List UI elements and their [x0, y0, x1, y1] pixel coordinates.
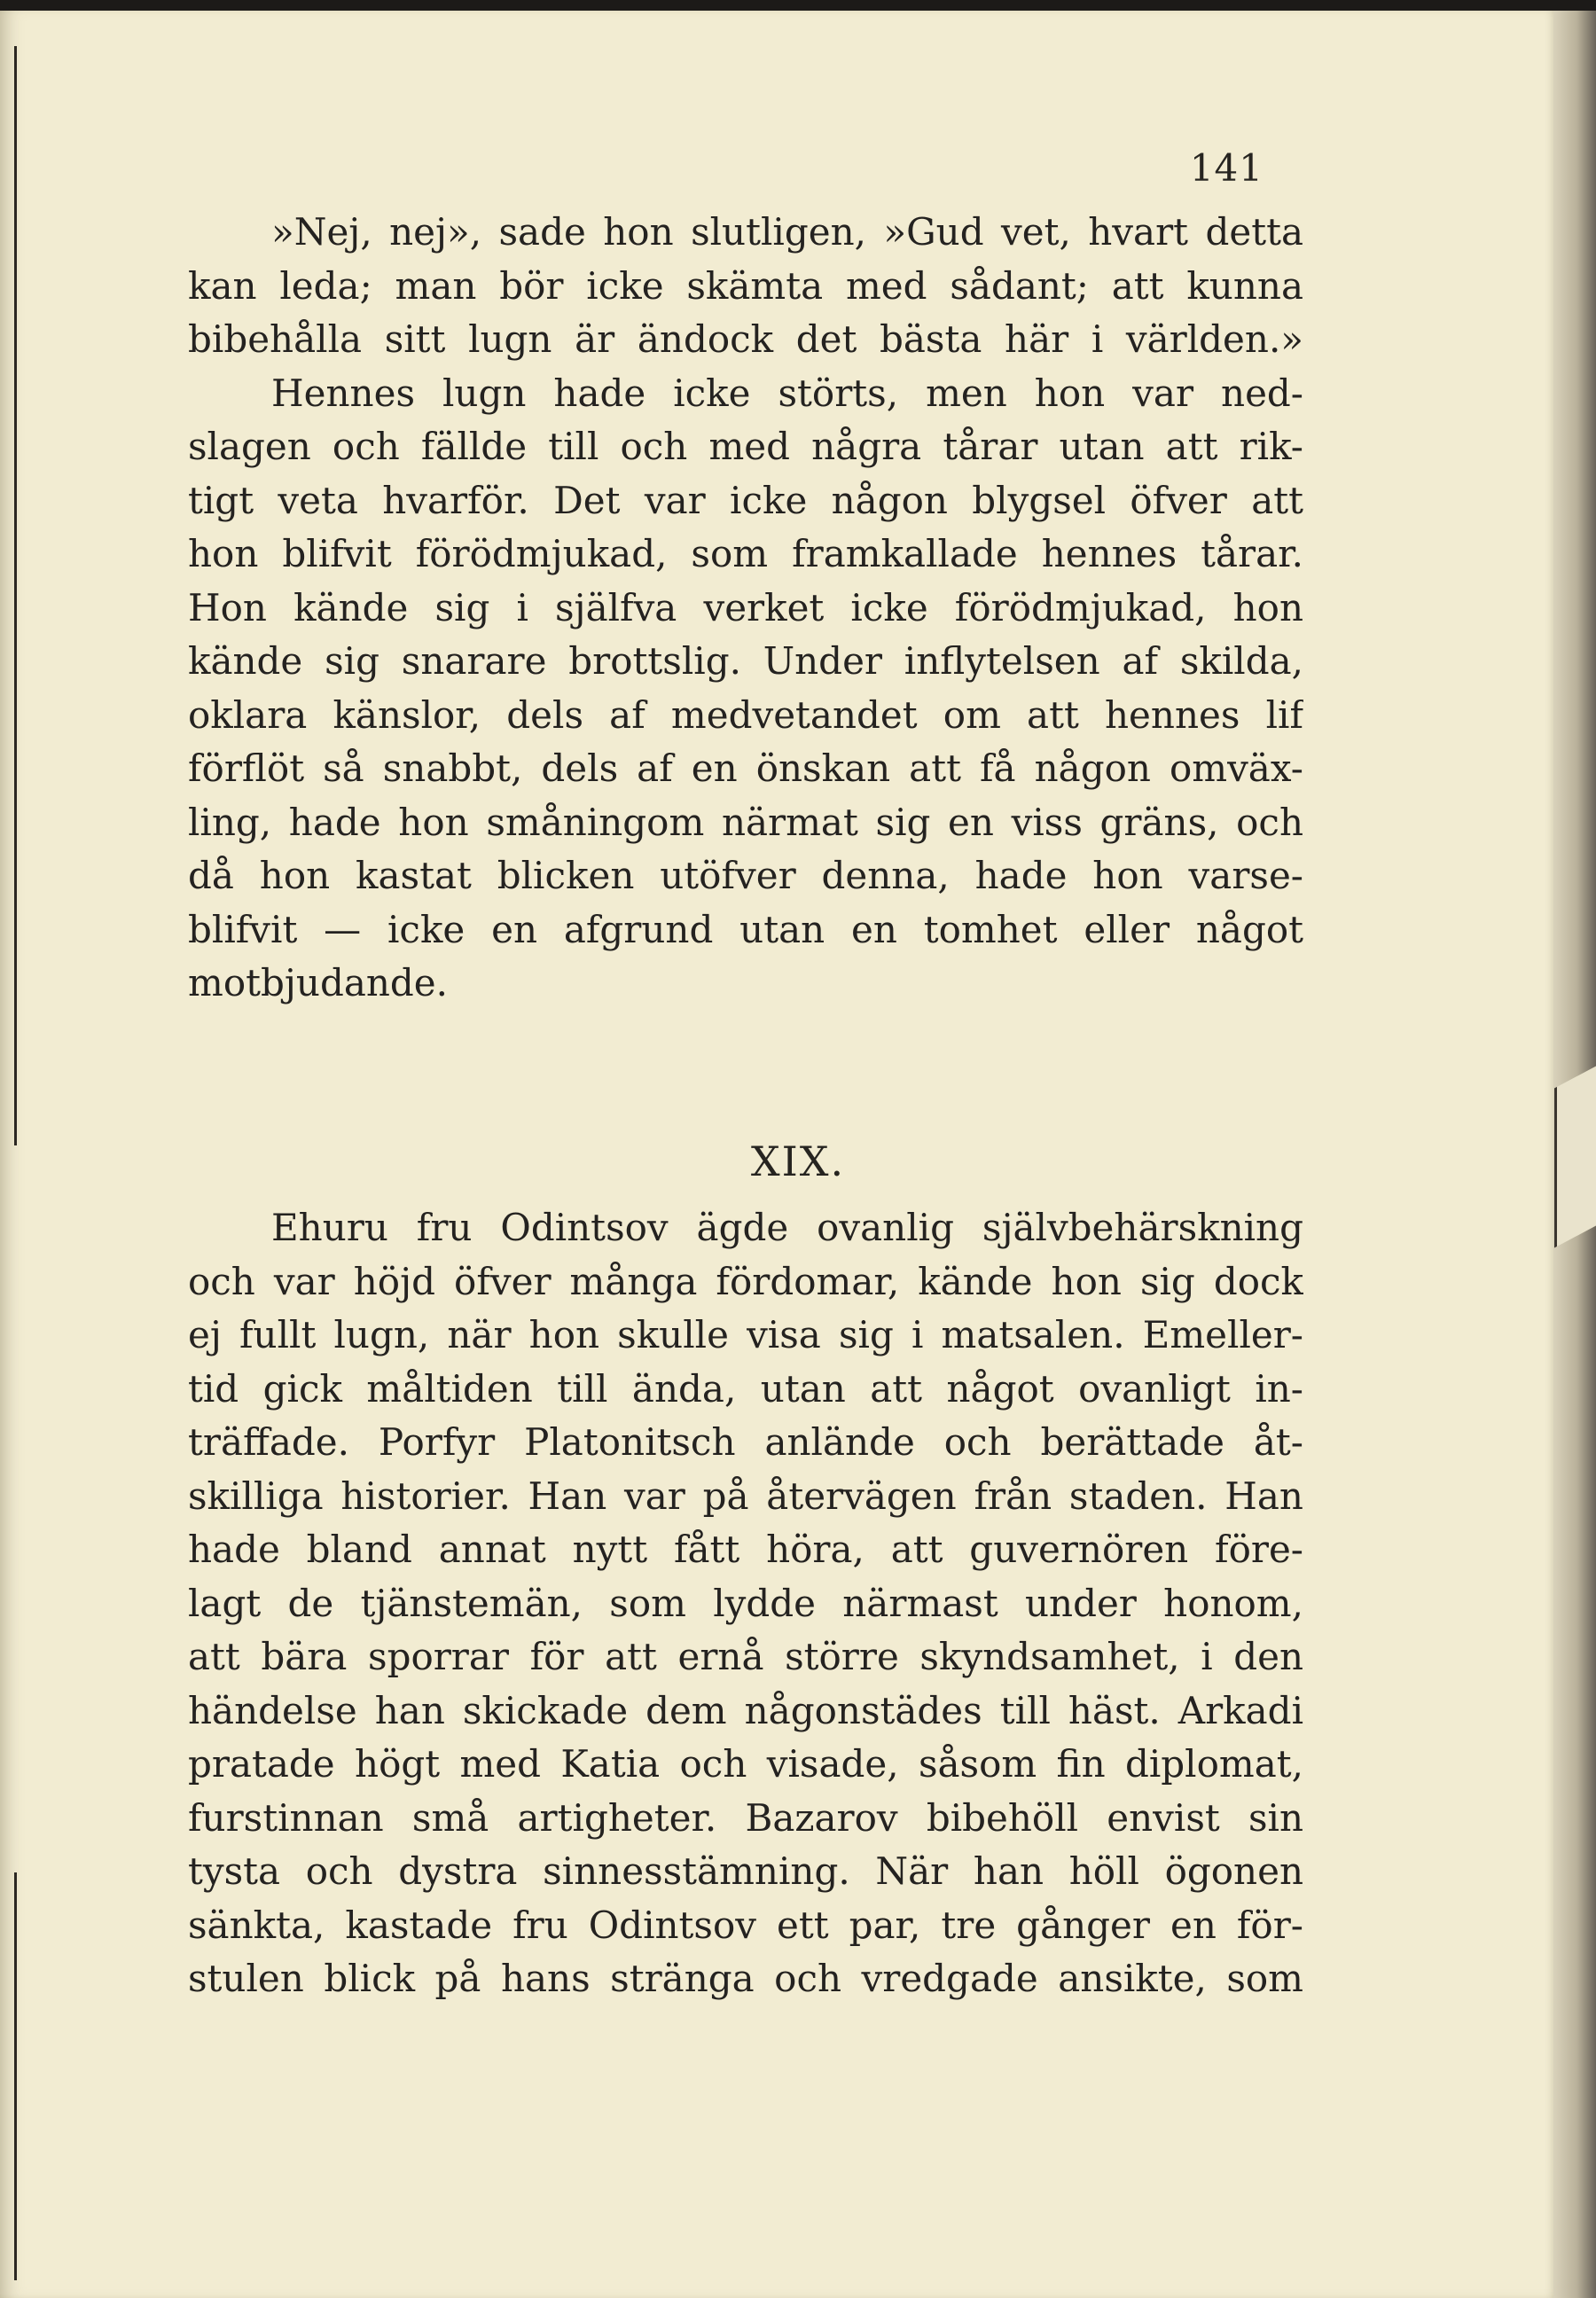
text-line: tigt veta hvarför. Det var icke någon blygsel öfver att	[188, 478, 1303, 522]
text-line: träffade. Porfyr Platonitsch anlände och berättade åt-	[188, 1420, 1303, 1464]
text-line: ling, hade hon småningom närmat sig en viss gräns, och	[188, 800, 1303, 844]
body-text-bottom	[188, 1201, 1303, 2006]
text-line: hade bland annat nytt fått höra, att guvernören före-	[188, 1528, 1303, 1571]
text-line: Hennes lugn hade icke störts, men hon var ned-	[271, 371, 1303, 415]
text-line: att bära sporrar för att ernå större skyndsamhet, i den	[188, 1635, 1303, 1678]
binding-shadow-line-lower	[14, 1872, 17, 2280]
body-text-top	[188, 206, 1303, 1011]
chapter-heading: XIX.	[750, 1137, 846, 1185]
text-line: bibehålla sitt lugn är ändock det bästa här i världen.»	[188, 317, 1303, 361]
text-line: kan leda; man bör icke skämta med sådant; att kunna	[188, 263, 1303, 308]
text-line: stulen blick på hans stränga och vredgade ansikte, som	[188, 1957, 1303, 2000]
text-line: skilliga historier. Han var på återvägen från staden. Han	[188, 1473, 1303, 1518]
text-line: och var höjd öfver många fördomar, kände hon sig dock	[188, 1259, 1303, 1303]
text-line: händelse han skickade dem någonstädes till häst. Arkadi	[188, 1688, 1303, 1732]
text-line: blifvit — icke en afgrund utan en tomhet eller något	[188, 907, 1303, 951]
text-line: »Nej, nej», sade hon slutligen, »Gud vet, hvart detta	[271, 210, 1303, 254]
text-line: lagt de tjänstemän, som lydde närmast under honom,	[188, 1581, 1303, 1625]
text-line: furstinnan små artigheter. Bazarov bibehöll envist sin	[188, 1795, 1303, 1840]
text-line: pratade högt med Katia och visade, såsom fin diplomat,	[188, 1742, 1303, 1786]
page-tab-marker	[1554, 1067, 1596, 1248]
text-line: då hon kastat blicken utöfver denna, hade hon varse-	[188, 854, 1303, 897]
text-line: sänkta, kastade fru Odintsov ett par, tre gånger en för-	[188, 1903, 1303, 1947]
text-line: slagen och fällde till och med några tårar utan att rik-	[188, 425, 1303, 468]
text-line: hon blifvit förödmjukad, som framkallade hennes tårar.	[188, 532, 1303, 575]
binding-shadow-line	[14, 46, 17, 1145]
text-line: oklara känslor, dels af medvetandet om att hennes lif	[188, 692, 1303, 737]
text-line: tysta och dystra sinnesstämning. När han höll ögonen	[188, 1849, 1303, 1893]
text-line: tid gick måltiden till ända, utan att något ovanligt in-	[188, 1366, 1303, 1411]
text-line: förflöt så snabbt, dels af en önskan att få någon omväx-	[188, 746, 1303, 790]
text-line: kände sig snarare brottslig. Under inflytelsen af skilda,	[188, 639, 1303, 683]
text-line: motbjudande.	[188, 961, 449, 1004]
text-line: ej fullt lugn, när hon skulle visa sig i matsalen. Emeller-	[188, 1313, 1303, 1356]
text-line: Ehuru fru Odintsov ägde ovanlig självbehärskning	[271, 1206, 1303, 1249]
text-line: Hon kände sig i själfva verket icke förödmjukad, hon	[188, 585, 1303, 629]
page-number: 141	[1189, 146, 1264, 190]
